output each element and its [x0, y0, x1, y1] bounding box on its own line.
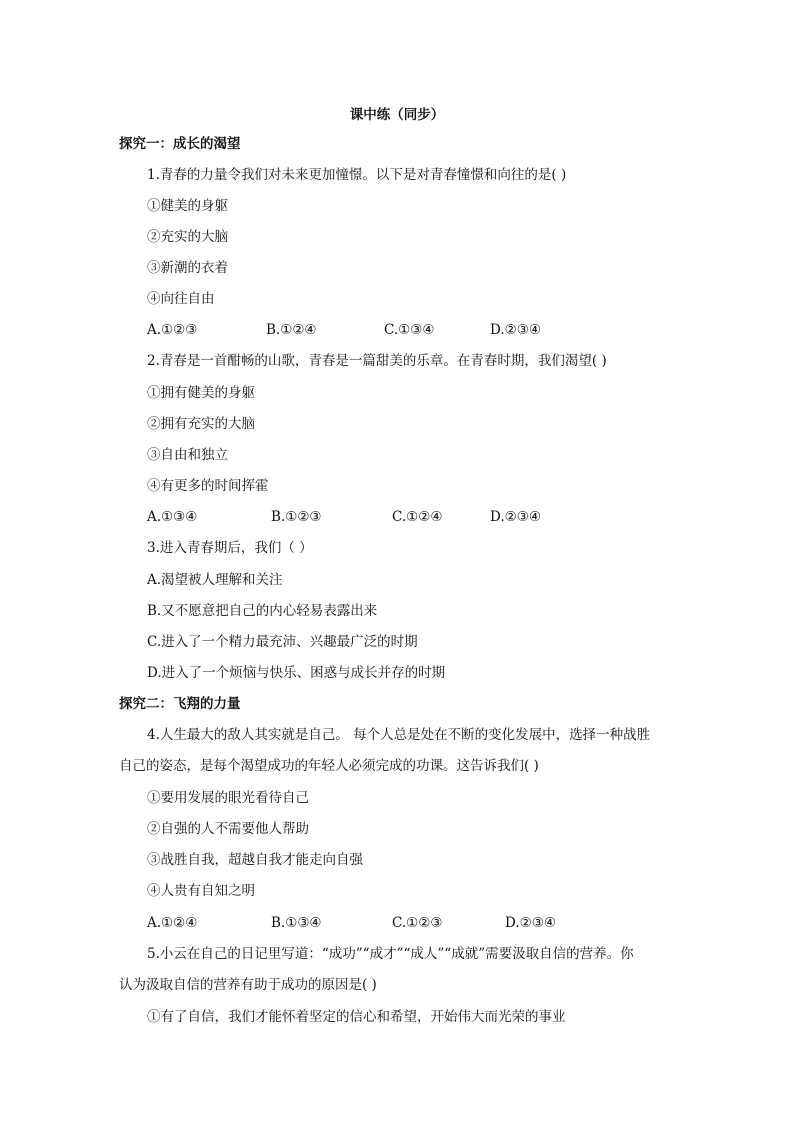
question-4-item-2: ②自强的人不需要他人帮助 — [147, 821, 309, 837]
question-3-stem: 3.进入青春期后，我们（ ） — [147, 540, 313, 556]
question-2-stem: 2.青春是一首酣畅的山歌，青春是一篇甜美的乐章。在青春时期，我们渴望( ) — [147, 353, 607, 369]
question-1-stem: 1.青春的力量令我们对未来更加憧憬。以下是对青春憧憬和向往的是( ) — [147, 167, 567, 183]
question-4-item-3: ③战胜自我，超越自我才能走向自强 — [147, 852, 363, 868]
choice-d: D.②③④ — [505, 915, 556, 931]
choice-c: C.①②③ — [392, 915, 443, 931]
question-3-option-c: C.进入了一个精力最充沛、兴趣最广泛的时期 — [147, 634, 418, 650]
choice-d: D.②③④ — [490, 509, 541, 525]
choice-d: D.②③④ — [490, 322, 541, 338]
question-1-item-3: ③新潮的衣着 — [147, 260, 228, 276]
choice-b: B.①③④ — [271, 915, 322, 931]
choice-a: A.①③④ — [147, 509, 198, 525]
question-2-item-3: ③自由和独立 — [147, 447, 228, 463]
question-4-item-4: ④人贵有自知之明 — [147, 883, 255, 899]
question-3-option-b: B.又不愿意把自己的内心轻易表露出来 — [147, 603, 378, 619]
question-4-stem-line-1: 4.人生最大的敌人其实就是自己。 每个人总是处在不断的变化发展中，选择一种战胜 — [147, 727, 651, 743]
question-5-stem-line-2: 认为汲取自信的营养有助于成功的原因是( ) — [119, 977, 377, 993]
question-1-item-1: ①健美的身躯 — [147, 198, 228, 214]
choice-a: A.①②③ — [147, 322, 198, 338]
choice-b: B.①②③ — [271, 509, 322, 525]
question-4-item-1: ①要用发展的眼光看待自己 — [147, 790, 309, 806]
choice-c: C.①③④ — [384, 322, 435, 338]
choice-c: C.①②④ — [392, 509, 443, 525]
question-5-stem-line-1: 5.小云在自己的日记里写道：“成功”“成才”“成人”“成就”需要汲取自信的营养。你 — [147, 946, 634, 962]
question-5-item-1: ①有了自信，我们才能怀着坚定的信心和希望，开始伟大而光荣的事业 — [147, 1009, 566, 1025]
question-3-option-d: D.进入了一个烦恼与快乐、困惑与成长并存的时期 — [147, 665, 446, 681]
section-heading-2: 探究二：飞翔的力量 — [119, 696, 241, 712]
section-heading-1: 探究一：成长的渴望 — [119, 136, 241, 152]
choice-b: B.①②④ — [266, 322, 317, 338]
question-2-item-2: ②拥有充实的大脑 — [147, 416, 255, 432]
question-1-item-2: ②充实的大脑 — [147, 229, 228, 245]
question-3-option-a: A.渴望被人理解和关注 — [147, 572, 283, 588]
question-2-item-1: ①拥有健美的身躯 — [147, 385, 255, 401]
question-4-stem-line-2: 自己的姿态，是每个渴望成功的年轻人必须完成的功课。这告诉我们( ) — [119, 758, 539, 774]
question-1-item-4: ④向往自由 — [147, 291, 215, 307]
question-2-item-4: ④有更多的时间挥霍 — [147, 478, 269, 494]
choice-a: A.①②④ — [147, 915, 198, 931]
page-title: 课中练（同步） — [349, 107, 445, 123]
